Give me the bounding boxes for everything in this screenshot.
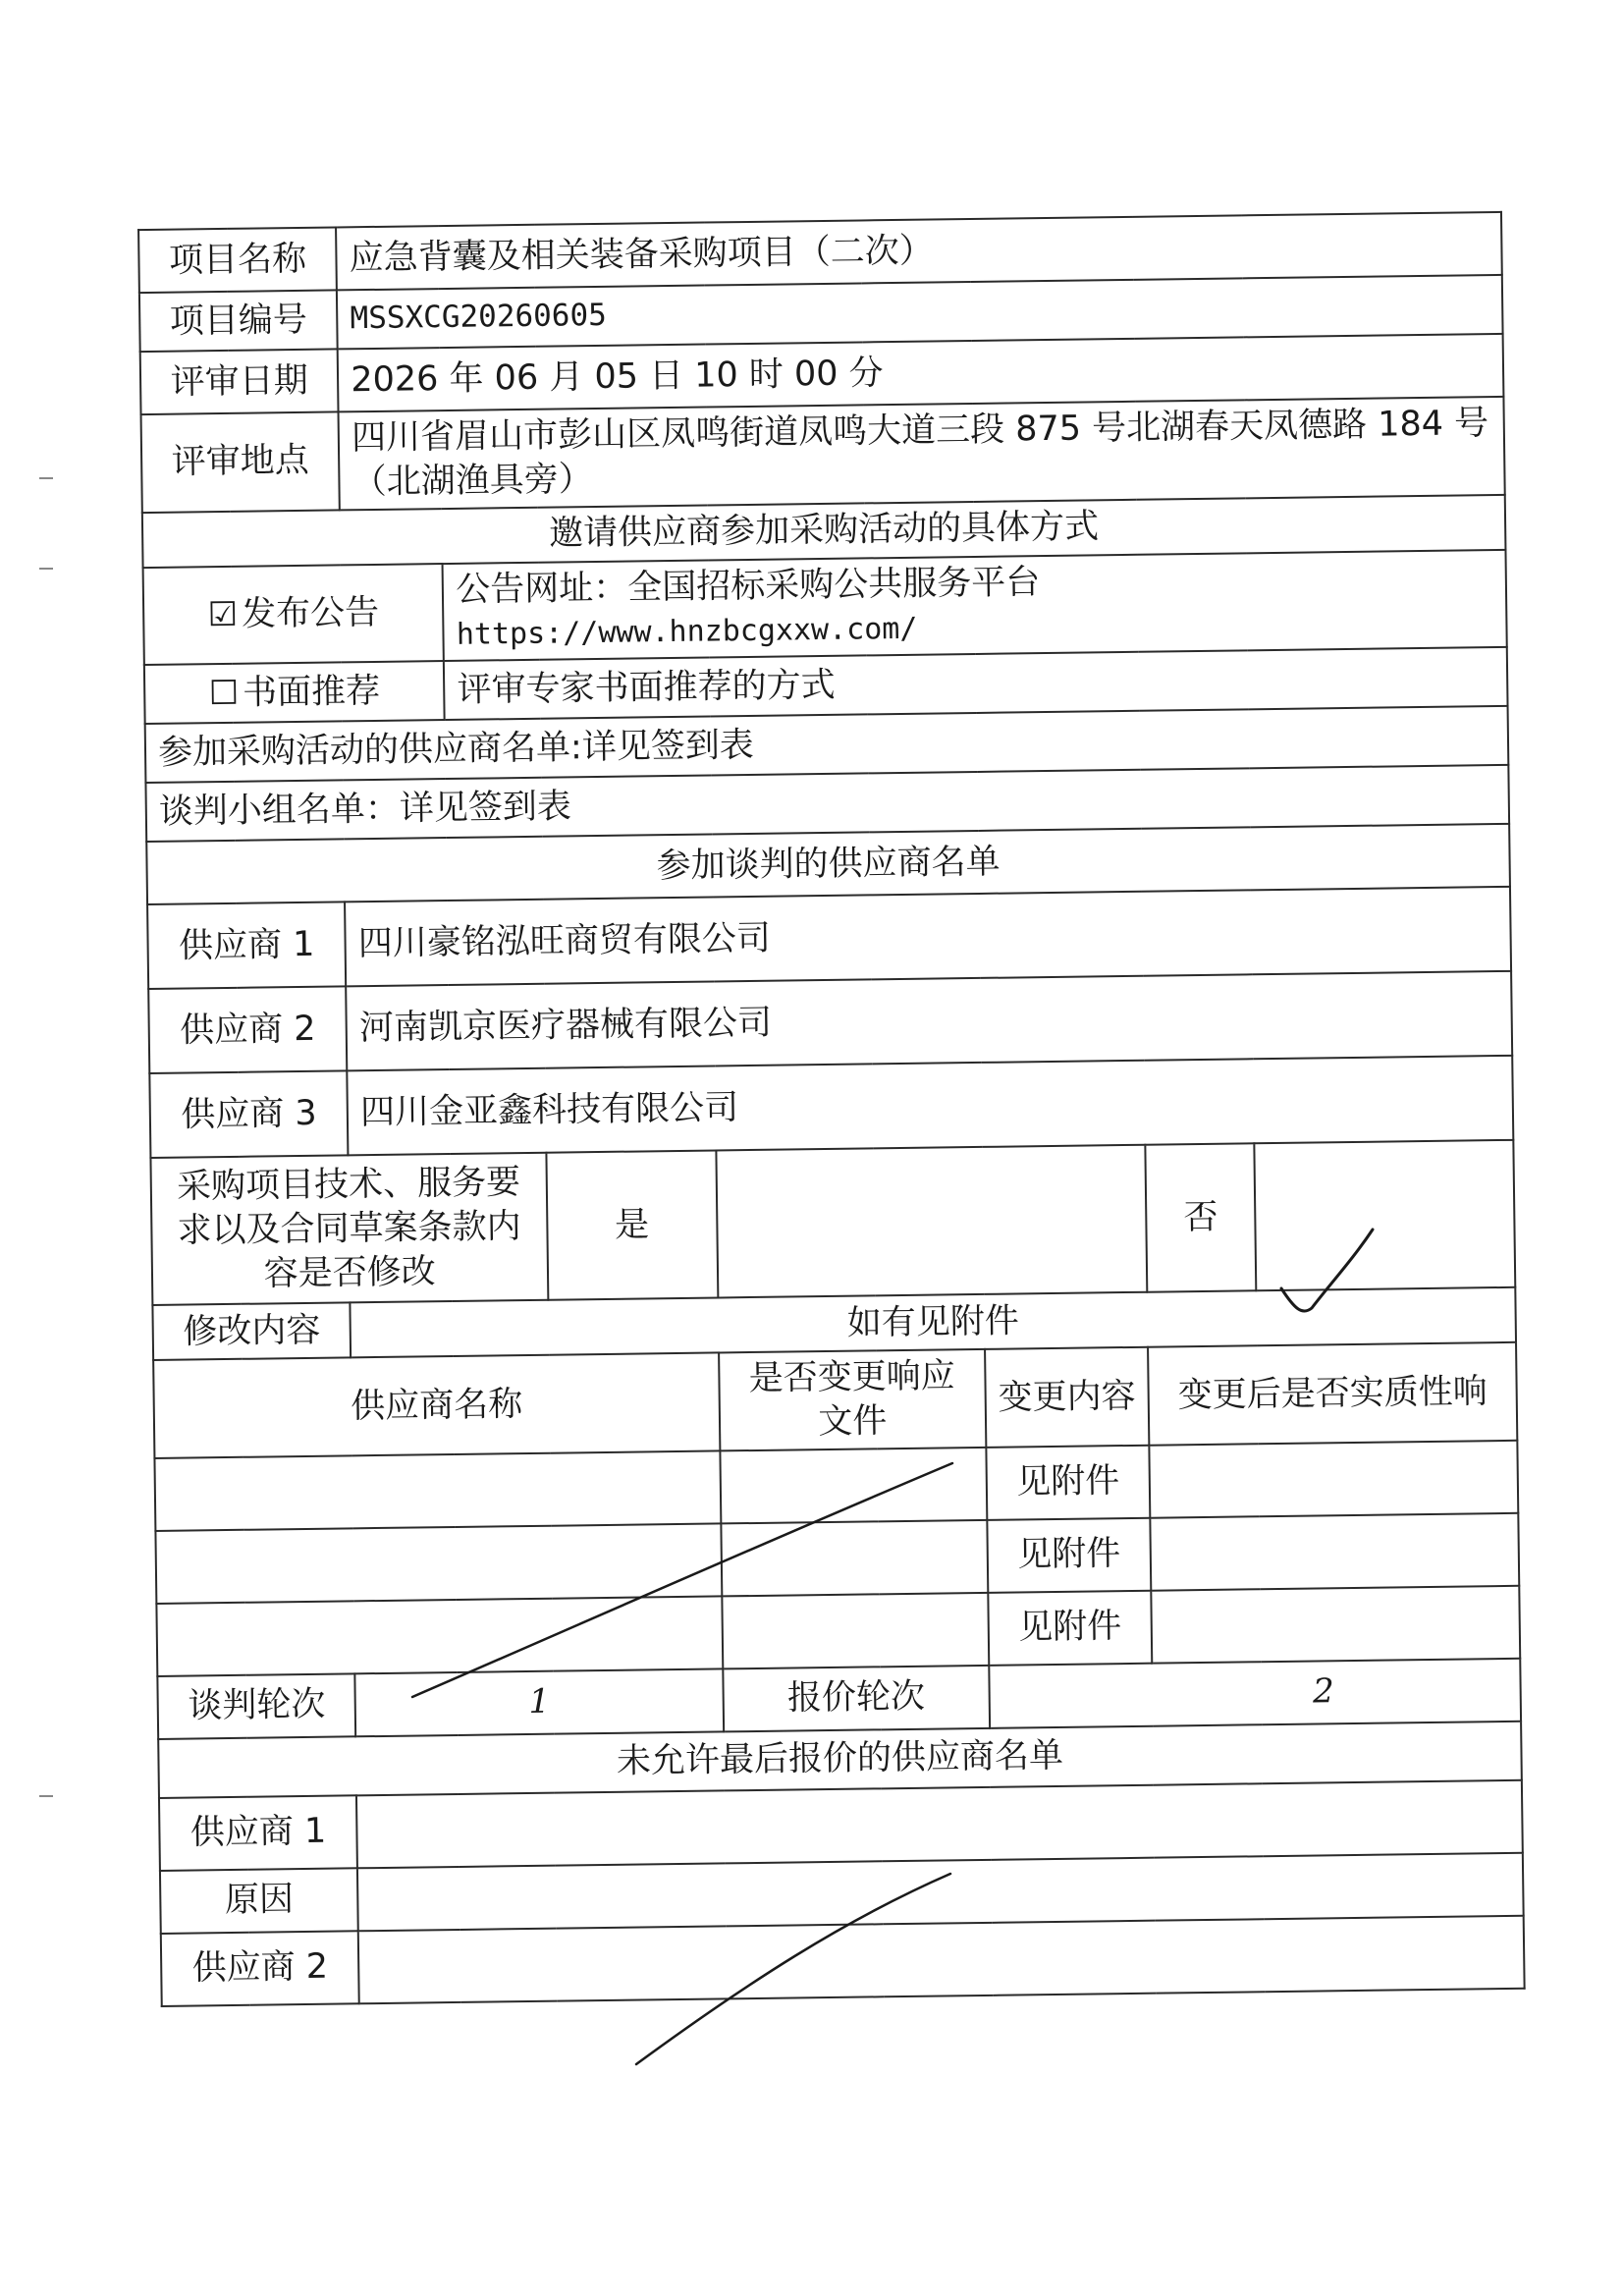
change-header-changed: 是否变更响应文件 — [719, 1349, 986, 1450]
change-row-1-supplier — [154, 1450, 721, 1531]
change-row-2-content: 见附件 — [987, 1517, 1152, 1592]
modification-no-box — [1255, 1140, 1516, 1290]
recommendation-label: 书面推荐 — [242, 671, 381, 713]
negotiation-rounds-label: 谈判轮次 — [157, 1673, 355, 1739]
change-header-supplier: 供应商名称 — [153, 1353, 720, 1458]
modification-no-label: 否 — [1146, 1143, 1257, 1291]
quote-rounds-value — [989, 1659, 1521, 1728]
panel-text: 谈判小组名单：详见签到表 — [145, 765, 1509, 842]
announcement-site-text: 公告网址：全国招标采购公共服务平台 — [455, 562, 1041, 610]
project-code-value: MSSXCG20260605 — [337, 275, 1502, 350]
project-name-label: 项目名称 — [138, 227, 337, 293]
suppliers-heading: 参加谈判的供应商名单 — [146, 824, 1510, 904]
change-row-2-supplier — [155, 1523, 722, 1604]
supplier-3-label: 供应商 3 — [149, 1071, 348, 1159]
supplier-2-name: 河南凯京医疗器械有限公司 — [346, 971, 1512, 1071]
not-allowed-supplier-2-label: 供应商 2 — [161, 1931, 359, 2006]
change-row-1-substantive — [1150, 1441, 1519, 1518]
supplier-1-name: 四川豪铭泓旺商贸有限公司 — [345, 887, 1511, 987]
review-location-value: 四川省眉山市彭山区凤鸣街道凤鸣大道三段 875 号北湖春天凤德路 184 号（北湖渔具旁） — [339, 397, 1505, 510]
modification-yes-label: 是 — [546, 1151, 718, 1300]
project-code-label: 项目编号 — [139, 290, 338, 352]
announcement-checkbox[interactable]: ☑ — [207, 594, 239, 635]
not-allowed-supplier-2-value — [358, 1916, 1525, 2004]
not-allowed-reason-label: 原因 — [160, 1868, 358, 1934]
announcement-url: https://www.hnzbcgxxw.com/ — [456, 612, 918, 653]
project-name-value: 应急背囊及相关装备采购项目（二次） — [336, 212, 1501, 291]
change-row-3-content: 见附件 — [988, 1590, 1153, 1665]
row-change-headers — [153, 1342, 1517, 1458]
supplier-3-name: 四川金亚鑫科技有限公司 — [348, 1056, 1514, 1156]
recommendation-detail: 评审专家书面推荐的方式 — [444, 647, 1507, 720]
review-date-value: 2026 年 06 月 05 日 10 时 00 分 — [338, 334, 1503, 412]
change-row-2-changed — [721, 1520, 988, 1597]
invite-heading: 邀请供应商参加采购活动的具体方式 — [142, 494, 1506, 567]
modification-content-label: 修改内容 — [152, 1303, 351, 1361]
change-row-3-supplier — [156, 1596, 723, 1676]
supplier-2-label: 供应商 2 — [148, 987, 347, 1074]
recommendation-option — [144, 661, 445, 724]
change-row-1-content: 见附件 — [986, 1445, 1151, 1519]
scan-mark-3 — [39, 1795, 53, 1797]
negotiation-rounds-value — [355, 1668, 725, 1736]
change-row-2-substantive — [1151, 1513, 1520, 1591]
negotiation-rounds-handwritten: 1 — [528, 1682, 551, 1722]
announcement-label: 发布公告 — [241, 592, 380, 634]
change-header-content: 变更内容 — [985, 1347, 1150, 1448]
quote-rounds-handwritten: 2 — [1312, 1671, 1335, 1712]
row-review-location — [141, 397, 1505, 513]
change-row-3-substantive — [1151, 1586, 1520, 1664]
row-invite-announcement — [143, 549, 1507, 665]
scan-mark-2 — [39, 568, 53, 570]
scan-mark-1 — [39, 477, 53, 479]
recommendation-checkbox[interactable]: ☐ — [208, 673, 240, 713]
change-header-substantive: 变更后是否实质性响 — [1148, 1342, 1517, 1445]
quote-rounds-label: 报价轮次 — [723, 1666, 989, 1732]
participants-text: 参加采购活动的供应商名单:详见签到表 — [145, 706, 1509, 783]
row-modification-question — [150, 1140, 1515, 1305]
modification-content-note: 如有见附件 — [351, 1287, 1516, 1358]
not-allowed-supplier-1-label: 供应商 1 — [159, 1795, 357, 1871]
supplier-1-label: 供应商 1 — [147, 902, 346, 990]
announcement-detail — [443, 549, 1507, 661]
change-row-1-changed — [720, 1448, 987, 1524]
announcement-option — [143, 564, 445, 666]
review-record-form — [137, 211, 1526, 2007]
change-row-3-changed — [722, 1593, 989, 1669]
not-allowed-heading: 未允许最后报价的供应商名单 — [158, 1722, 1522, 1798]
review-date-label: 评审日期 — [140, 349, 339, 414]
review-location-label: 评审地点 — [141, 411, 341, 512]
modification-yes-box — [716, 1145, 1147, 1298]
form-table — [137, 211, 1526, 2007]
modification-question: 采购项目技术、服务要求以及合同草案条款内容是否修改 — [150, 1153, 547, 1305]
